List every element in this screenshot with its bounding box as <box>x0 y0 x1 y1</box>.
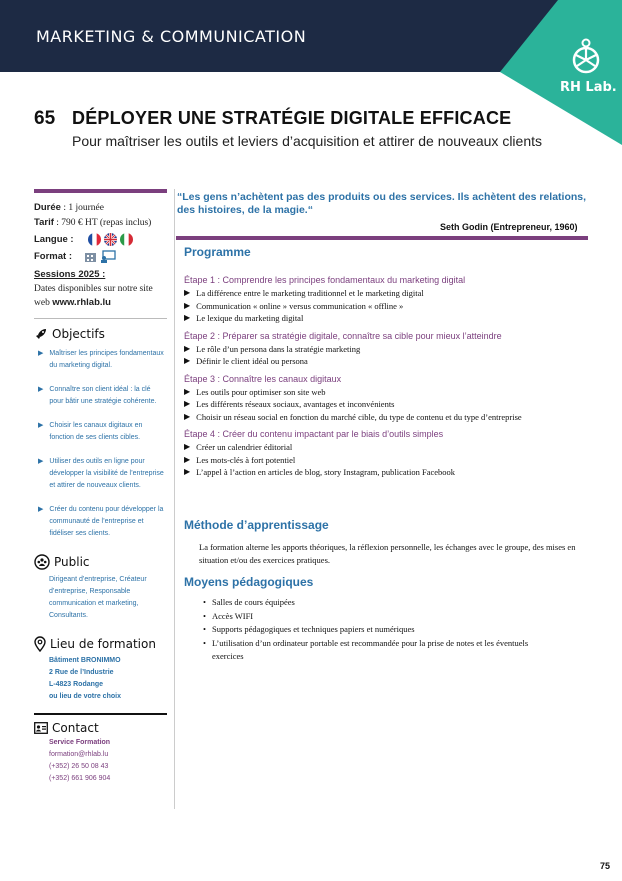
classroom-icon <box>84 250 97 263</box>
step-title: Étape 3 : Connaître les canaux digitaux <box>184 373 342 384</box>
bullet-triangle-icon: ▶ <box>184 386 191 396</box>
bullet-triangle-icon: ▶ <box>184 399 191 408</box>
langue-label: Langue : <box>34 234 74 245</box>
bullet-triangle-icon: ▶ <box>184 454 191 464</box>
methode-title: Méthode d’apprentissage <box>184 518 329 532</box>
bullet-triangle-icon: ▶ <box>38 458 44 465</box>
bullet-dot-icon: • <box>203 624 206 634</box>
french-flag-icon <box>88 233 101 246</box>
objectifs-title: Objectifs <box>52 327 105 341</box>
audience-icon <box>34 554 50 570</box>
moyens-title: Moyens pédagogiques <box>184 575 314 589</box>
remote-learning-icon <box>100 250 116 263</box>
list-item: ▶ Communication « online » versus communication « offline » <box>184 300 404 311</box>
list-item: ▶ Définir le client idéal ou persona <box>184 356 308 366</box>
sessions-label: Sessions 2025 : <box>34 269 106 280</box>
programme-bar <box>176 236 588 240</box>
list-item: ▶ Connaître son client idéal : la clé pour bâtir une stratégie cohérente. <box>38 384 167 408</box>
tarif-value: : 790 € HT (repas inclus) <box>53 218 152 228</box>
brand-name: RH Lab. <box>560 80 617 95</box>
step-title: Étape 1 : Comprendre les principes fondamentaux du marketing digital <box>184 275 466 285</box>
rocket-icon <box>34 327 48 341</box>
bullet-triangle-icon: ▶ <box>184 356 191 365</box>
list-item: • L’utilisation d’un ordinateur portable est recommandée pour la prise de notes et les éventuels exercices <box>203 637 533 664</box>
list-item: ▶ Créer du contenu pour développer la communauté de l’entreprise et fidéliser ses clients. <box>38 504 167 540</box>
list-item: ▶ Choisir un réseau social en fonction du marché cible, du type de contenu et du type d’entreprise <box>184 411 522 422</box>
course-title: DÉPLOYER UNE STRATÉGIE DIGITALE EFFICACE <box>72 108 512 128</box>
bullet-triangle-icon: ▶ <box>184 300 191 310</box>
list-item: ▶ Les outils pour optimiser son site web <box>184 386 326 397</box>
list-item: ▶ Le rôle d’un persona dans la stratégie marketing <box>184 343 361 354</box>
page-number: 75 <box>600 861 611 871</box>
format-label: Format : <box>34 251 72 262</box>
bullet-dot-icon: • <box>203 610 206 621</box>
list-item: • Salles de cours équipées <box>203 596 533 610</box>
bullet-dot-icon: • <box>203 597 206 607</box>
bullet-triangle-icon: ▶ <box>184 442 191 451</box>
bullet-dot-icon: • <box>203 637 206 648</box>
sidebar-top-bar <box>34 189 167 193</box>
course-number: 65 <box>34 108 56 129</box>
category-title: MARKETING & COMMUNICATION <box>36 27 307 46</box>
lieu-title: Lieu de formation <box>50 637 156 651</box>
list-item: • Accès WIFI <box>203 610 533 624</box>
contact-title: Contact <box>52 721 99 735</box>
list-item: ▶ L’appel à l’action en articles de blog, story Instagram, publication Facebook <box>184 467 456 477</box>
duree-label: Durée <box>34 202 61 213</box>
list-item: ▶ Créer un calendrier éditorial <box>184 442 293 452</box>
list-item: • Supports pédagogiques et techniques papiers et numériques <box>203 623 533 637</box>
bullet-triangle-icon: ▶ <box>184 411 191 421</box>
bullet-triangle-icon: ▶ <box>184 467 191 476</box>
bullet-triangle-icon: ▶ <box>38 386 44 393</box>
objectifs-heading <box>34 327 167 341</box>
contact-service: Service Formation <box>49 739 111 746</box>
bullet-triangle-icon: ▶ <box>184 288 191 297</box>
course-info <box>34 201 167 310</box>
list-item: ▶ Les différents réseaux sociaux, avantages et inconvénients <box>184 399 395 409</box>
bullet-triangle-icon: ▶ <box>38 506 44 513</box>
list-item: ▶ Maîtriser les principes fondamentaux du marketing digital. <box>38 348 167 372</box>
contact-email-link[interactable]: formation@rhlab.lu <box>49 751 109 758</box>
contact-card-icon <box>34 722 48 734</box>
list-item: ▶ La différence entre le marketing traditionnel et le marketing digital <box>184 288 424 298</box>
sessions-text: Dates disponibles sur notre site web <box>34 284 153 308</box>
tarif-label: Tarif <box>34 217 54 228</box>
quote-author: Seth Godin (Entrepreneur, 1960) <box>440 222 578 232</box>
step-title: Étape 2 : Préparer sa stratégie digitale, connaître sa cible pour mieux l’atteindre <box>184 330 502 341</box>
public-title: Public <box>54 555 90 569</box>
bullet-triangle-icon: ▶ <box>38 422 44 429</box>
location-pin-icon <box>34 636 46 652</box>
english-flag-icon <box>104 233 117 246</box>
contact-phone[interactable]: (+352) 26 50 08 43 <box>49 763 109 770</box>
list-item: ▶ Le lexique du marketing digital <box>184 313 304 323</box>
public-heading <box>34 554 167 570</box>
contact-phone[interactable]: (+352) 661 906 904 <box>49 775 111 782</box>
list-item: ▶ Utiliser des outils en ligne pour développer la visibilité de l’entreprise et attirer de nouveaux clients. <box>38 456 167 492</box>
bullet-triangle-icon: ▶ <box>38 350 44 357</box>
quote-text: “Les gens n’achètent pas des produits ou des services. Ils achètent des relations, des histoires, de la magie.“ <box>177 191 587 216</box>
list-item: ▶ Les mots-clés à fort potentiel <box>184 454 296 465</box>
sidebar <box>34 189 167 785</box>
course-subtitle: Pour maîtriser les outils et leviers d’acquisition et attirer de nouveaux clients <box>72 133 542 149</box>
brand-corner <box>500 0 622 145</box>
divider <box>34 318 167 319</box>
italian-flag-icon <box>120 233 133 246</box>
list-item: ▶ Choisir les canaux digitaux en fonction de ses clients cibles. <box>38 420 167 444</box>
public-text: Dirigeant d’entreprise, Créateur d’entreprise, Responsable communication et marketing, Consultants. <box>49 576 147 619</box>
bullet-triangle-icon: ▶ <box>184 313 191 322</box>
contact-heading <box>34 721 167 735</box>
bullet-triangle-icon: ▶ <box>184 343 191 353</box>
programme-steps <box>184 270 584 479</box>
lieu-heading <box>34 636 167 652</box>
sessions-site-link[interactable]: www.rhlab.lu <box>52 297 111 308</box>
programme-title: Programme <box>184 245 251 259</box>
methode-text: La formation alterne les apports théoriques, la réflexion personnelle, les échanges avec le groupe, des mises en situation et/ou des exercices pratiques. <box>199 542 576 565</box>
divider <box>34 713 167 715</box>
duree-value: : 1 journée <box>60 203 104 213</box>
step-title: Étape 4 : Créer du contenu impactant par le biais d’outils simples <box>184 429 444 439</box>
rh-lab-logo-icon <box>569 38 603 76</box>
lieu-address: Bâtiment BRONIMMO 2 Rue de l’Industrie L-4823 Rodange ou lieu de votre choix <box>49 657 121 700</box>
moyens-list <box>203 596 533 664</box>
language-flags <box>88 233 133 246</box>
column-divider <box>174 189 175 809</box>
